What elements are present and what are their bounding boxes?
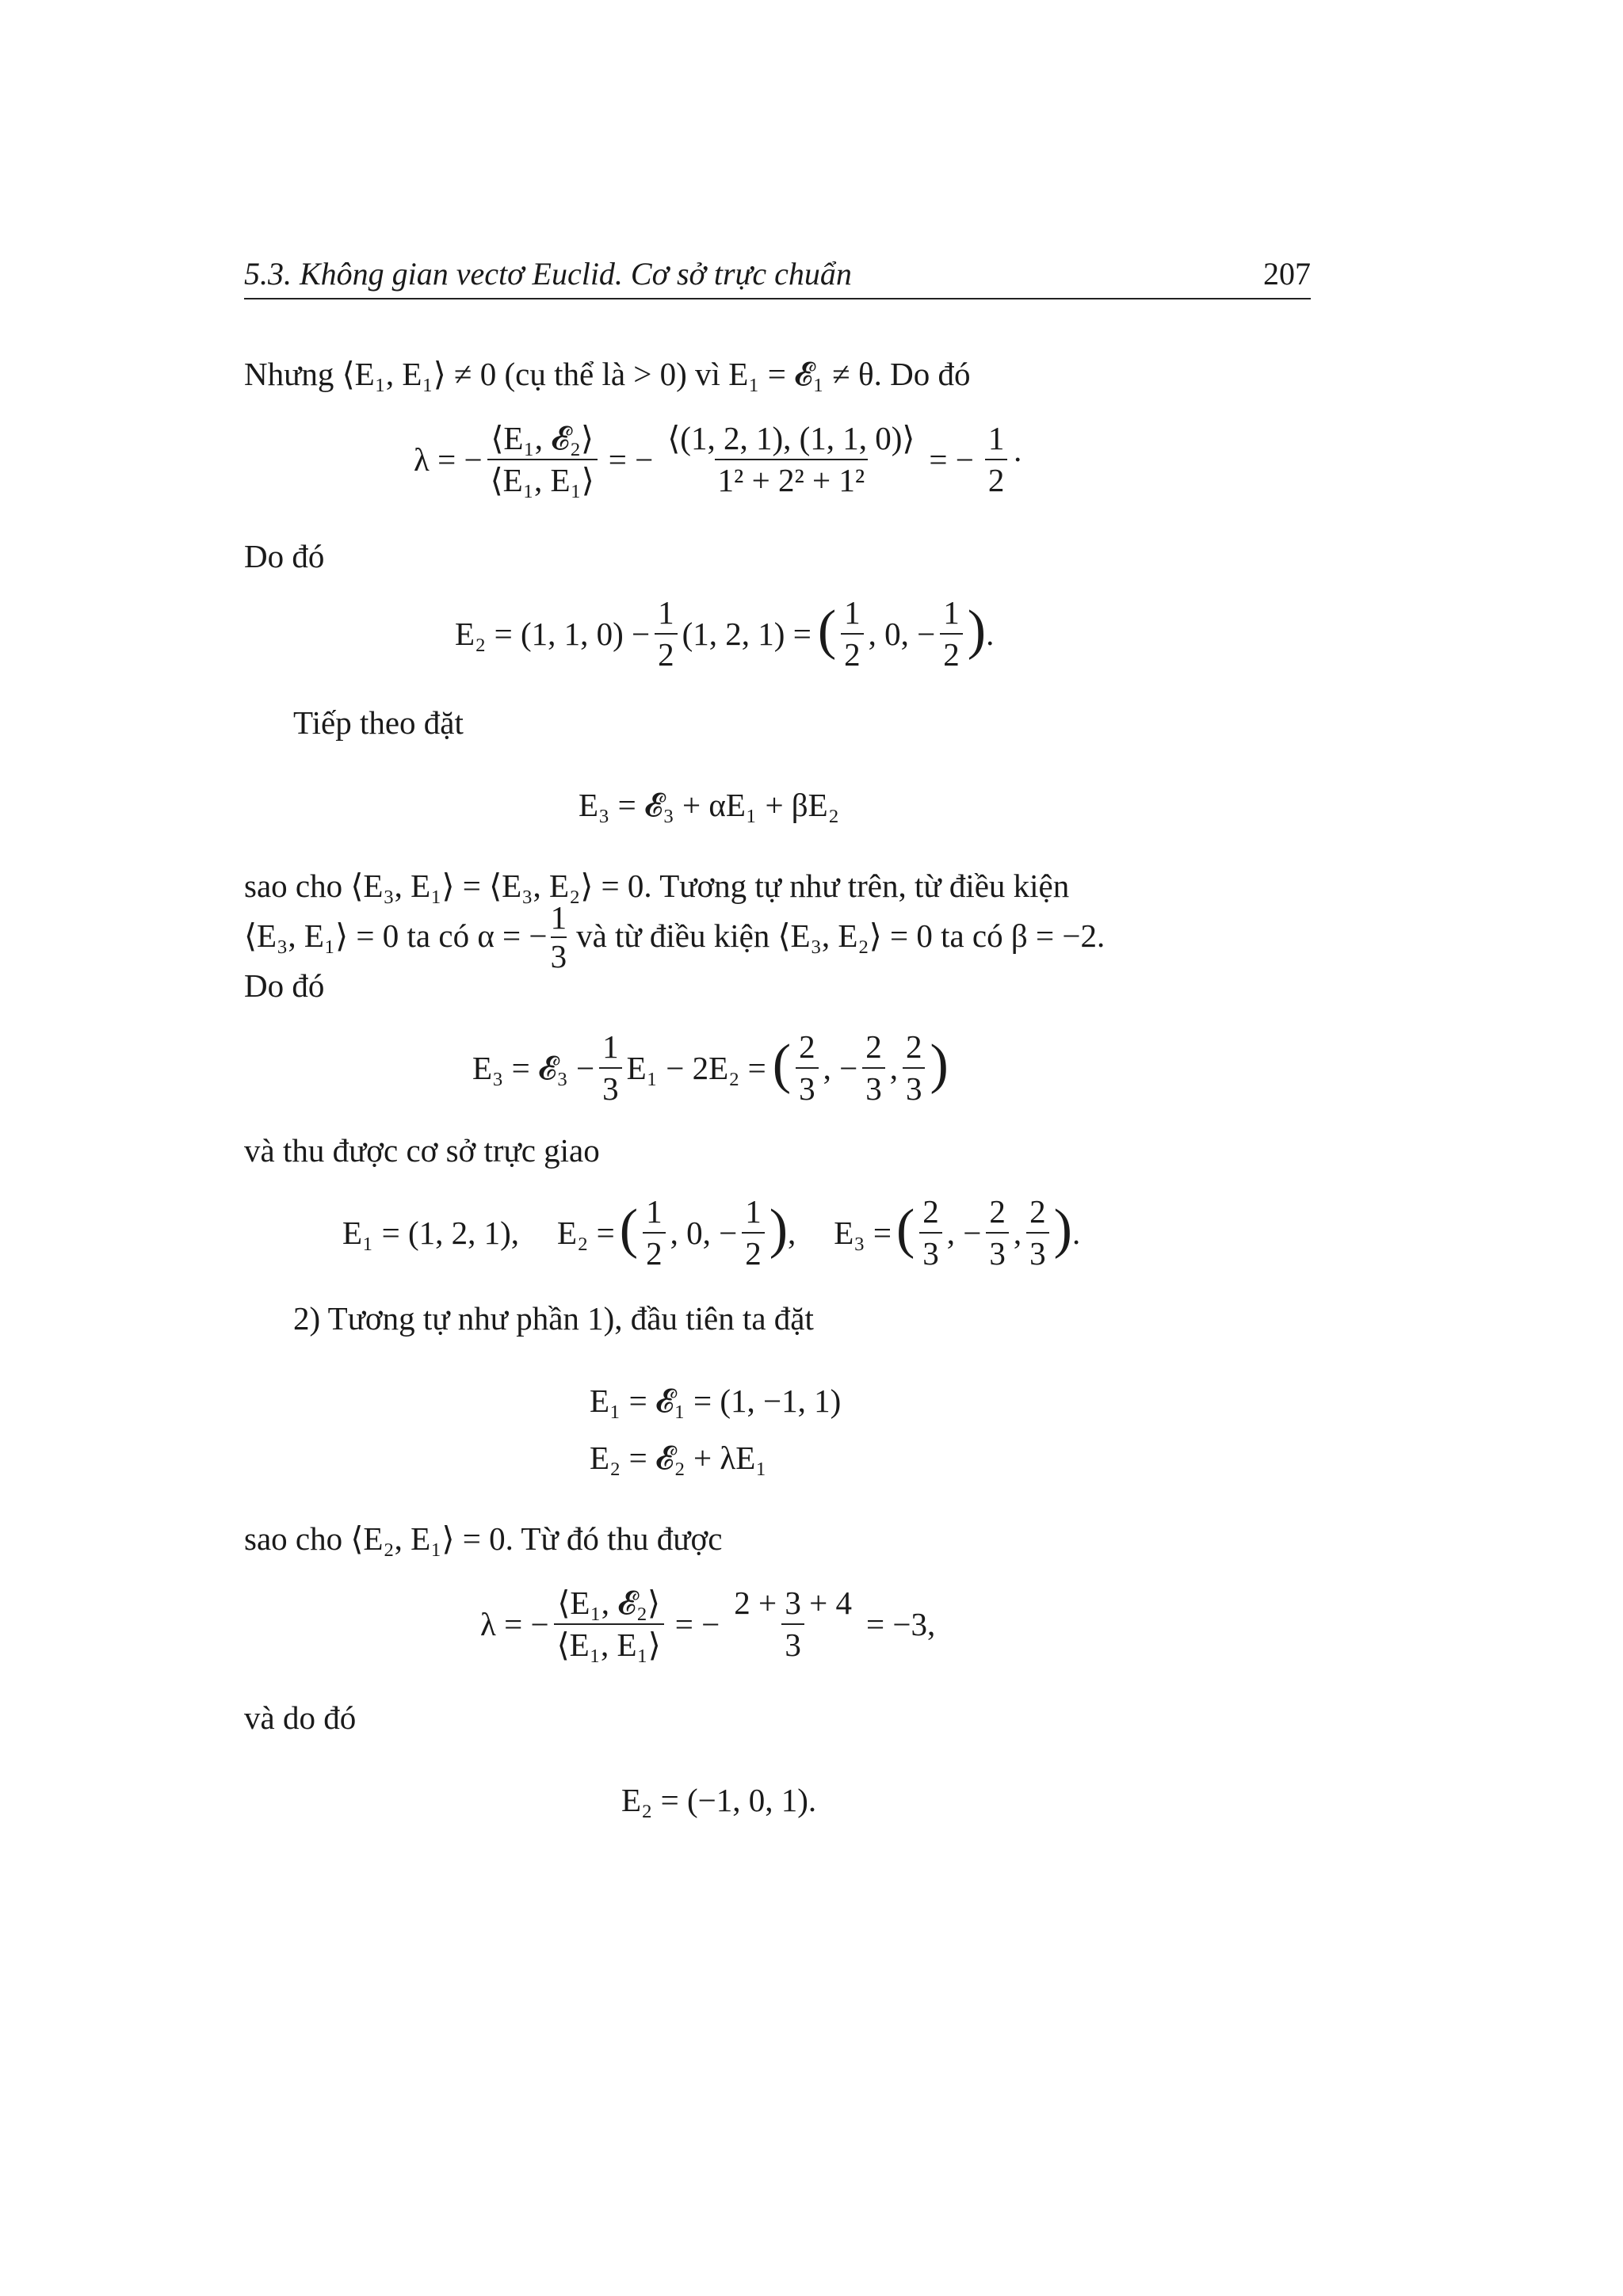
running-header-title: 5.3. Không gian vectơ Euclid. Cơ sở trực chuẩn: [244, 256, 852, 292]
equation-e1-part2: E₁ = 𝓔₁ = (1, −1, 1): [590, 1383, 842, 1419]
eq2-v1-denominator: 2: [841, 633, 864, 672]
eq5-e2-a-denominator: 2: [643, 1232, 666, 1271]
eq7-f1-denominator: ⟨E₁, E₁⟩: [554, 1623, 664, 1662]
eq4-sep-1: , −: [823, 1050, 858, 1087]
eq5-e3-c-denominator: 3: [1026, 1232, 1049, 1271]
header-rule: [244, 298, 1311, 299]
page-number: 207: [1263, 256, 1311, 292]
p4-alpha-fraction: [550, 899, 567, 974]
equation-e2-first: [455, 596, 994, 672]
eq2-vec-frac-2: [940, 596, 963, 672]
eq1-lhs: λ = −: [414, 441, 483, 479]
paragraph-7: sao cho ⟨E₂, E₁⟩ = 0. Từ đó thu được: [244, 1520, 723, 1557]
eq2-frac-denominator: 2: [655, 633, 678, 672]
eq2-mid: (1, 2, 1) =: [682, 616, 812, 653]
eq5-e3-frac-a: [919, 1195, 942, 1271]
eq5-e3-lhs: E₃ =: [834, 1215, 892, 1252]
eq5-e2-frac-a: [643, 1195, 666, 1271]
eq1-frac2-numerator: ⟨(1, 2, 1), (1, 1, 0)⟩: [667, 420, 915, 456]
eq4-sep-2: ,: [889, 1050, 898, 1087]
eq5-e2-lhs: E₂ =: [557, 1215, 615, 1252]
eq5-e3-sep-2: ,: [1013, 1215, 1022, 1252]
eq4-vec-frac-c: [903, 1030, 926, 1106]
paragraph-1: Nhưng ⟨E₁, E₁⟩ ≠ 0 (cụ thể là > 0) vì E₁ = 𝓔₁ ≠ θ. Do đó: [244, 356, 971, 392]
eq4-a-numerator: 2: [799, 1028, 815, 1065]
eq2-v2-denominator: 2: [940, 633, 963, 672]
equation-e3-result: [472, 1030, 949, 1106]
equation-e2-part2: E₂ = 𝓔₂ + λE₁: [590, 1440, 767, 1476]
eq5-e3-a-numerator: 2: [922, 1193, 939, 1230]
eq4-vec-frac-a: [796, 1030, 819, 1106]
eq5-e2-frac-b: [742, 1195, 765, 1271]
eq7-fraction-1: [554, 1586, 664, 1662]
eq1-dot: ·: [1012, 441, 1024, 479]
eq4-b-denominator: 3: [862, 1067, 885, 1106]
paragraph-4-line-3: Do đó: [244, 967, 325, 1004]
eq7-f2-denominator: 3: [781, 1623, 804, 1662]
eq5-e3-sep-1: , −: [946, 1215, 982, 1252]
eq4-fraction: [599, 1030, 622, 1106]
p4-alpha-denominator: 3: [550, 938, 567, 974]
eq1-mid: = −: [608, 441, 654, 479]
eq4-b-numerator: 2: [865, 1028, 882, 1065]
eq4-lhs: E₃ = 𝓔₃ −: [472, 1049, 595, 1086]
eq1-end: = −: [929, 441, 974, 479]
equation-e3-def: E₃ = 𝓔₃ + αE₁ + βE₂: [579, 787, 840, 823]
eq4-vec-frac-b: [862, 1030, 885, 1106]
eq1-frac1-denominator: ⟨E₁, E₁⟩: [487, 459, 598, 498]
eq5-e2-b-denominator: 2: [742, 1232, 765, 1271]
equation-lambda-1: [414, 421, 1023, 498]
paragraph-4-line-2: [244, 899, 1106, 974]
eq2-frac-numerator: 1: [658, 594, 674, 631]
eq2-lhs: E₂ = (1, 1, 0) −: [455, 616, 651, 653]
paragraph-6: 2) Tương tự như phần 1), đầu tiên ta đặt: [293, 1300, 814, 1337]
eq1-fraction-2: [664, 421, 918, 498]
eq5-e3-frac-b: [986, 1195, 1009, 1271]
eq7-end: = −3,: [866, 1606, 936, 1643]
eq5-e3-frac-c: [1026, 1195, 1049, 1271]
paragraph-4-line-1: sao cho ⟨E₃, E₁⟩ = ⟨E₃, E₂⟩ = 0. Tương tự như trên, từ điều kiện: [244, 868, 1070, 904]
eq5-e2-right-paren: ): [769, 1199, 788, 1261]
eq4-c-numerator: 2: [905, 1028, 922, 1065]
eq5-e1: E₁ = (1, 2, 1),: [342, 1215, 520, 1252]
eq7-lhs: λ = −: [480, 1606, 549, 1643]
eq5-e2-end: ,: [788, 1215, 796, 1252]
eq2-left-paren: (: [817, 600, 837, 662]
eq5-e3-right-paren: ): [1053, 1199, 1072, 1261]
eq2-fraction: [655, 596, 678, 672]
eq7-mid: = −: [674, 1606, 720, 1643]
eq5-e3-end: .: [1071, 1215, 1081, 1252]
eq5-e2-mid: , 0, −: [670, 1215, 738, 1252]
eq2-vec-mid: , 0, −: [868, 616, 936, 653]
eq4-right-paren: ): [930, 1034, 949, 1096]
paragraph-3: Tiếp theo đặt: [293, 704, 464, 741]
eq7-f2-numerator: 2 + 3 + 4: [734, 1585, 853, 1621]
eq7-f1-numerator: ⟨E₁, 𝓔₂⟩: [557, 1585, 661, 1621]
paragraph-5: và thu được cơ sở trực giao: [244, 1132, 600, 1169]
eq1-fraction-3: [985, 421, 1008, 498]
paragraph-2: Do đó: [244, 538, 325, 574]
eq5-e2-a-numerator: 1: [646, 1193, 663, 1230]
eq5-e3-b-denominator: 3: [986, 1232, 1009, 1271]
eq4-f-denominator: 3: [599, 1067, 622, 1106]
eq7-fraction-2: [731, 1586, 855, 1662]
eq1-frac3-numerator: 1: [987, 420, 1005, 456]
eq5-e3-b-numerator: 2: [989, 1193, 1006, 1230]
eq4-f-numerator: 1: [602, 1028, 619, 1065]
eq2-v1-numerator: 1: [844, 594, 861, 631]
eq2-right-paren: ): [967, 600, 987, 662]
p4-line2-part-a: ⟨E₃, E₁⟩ = 0 ta có α = −: [244, 917, 548, 954]
paragraph-8: và do đó: [244, 1699, 357, 1736]
equation-e2-result-part2: E₂ = (−1, 0, 1).: [621, 1782, 817, 1818]
eq5-e2-b-numerator: 1: [745, 1193, 762, 1230]
eq2-v2-numerator: 1: [943, 594, 960, 631]
eq5-e3-c-numerator: 2: [1029, 1193, 1046, 1230]
p4-alpha-numerator: 1: [550, 899, 567, 936]
eq1-frac1-numerator: ⟨E₁, 𝓔₂⟩: [491, 420, 594, 456]
eq1-frac3-denominator: 2: [985, 459, 1008, 498]
eq5-e3-a-denominator: 3: [919, 1232, 942, 1271]
eq4-mid: E₁ − 2E₂ =: [626, 1050, 766, 1087]
eq4-a-denominator: 3: [796, 1067, 819, 1106]
equation-orthogonal-basis: [342, 1195, 1080, 1271]
eq5-e3-left-paren: (: [896, 1199, 915, 1261]
eq1-fraction-1: [487, 421, 598, 498]
equation-lambda-2: [480, 1586, 935, 1662]
eq5-e2-left-paren: (: [619, 1199, 639, 1261]
eq4-left-paren: (: [772, 1034, 792, 1096]
eq4-c-denominator: 3: [903, 1067, 926, 1106]
eq1-frac2-denominator: 1² + 2² + 1²: [715, 459, 869, 498]
p4-line2-part-b: và từ điều kiện ⟨E₃, E₂⟩ = 0 ta có β = −2.: [576, 917, 1106, 954]
eq2-end: .: [986, 616, 995, 653]
eq2-vec-frac-1: [841, 596, 864, 672]
